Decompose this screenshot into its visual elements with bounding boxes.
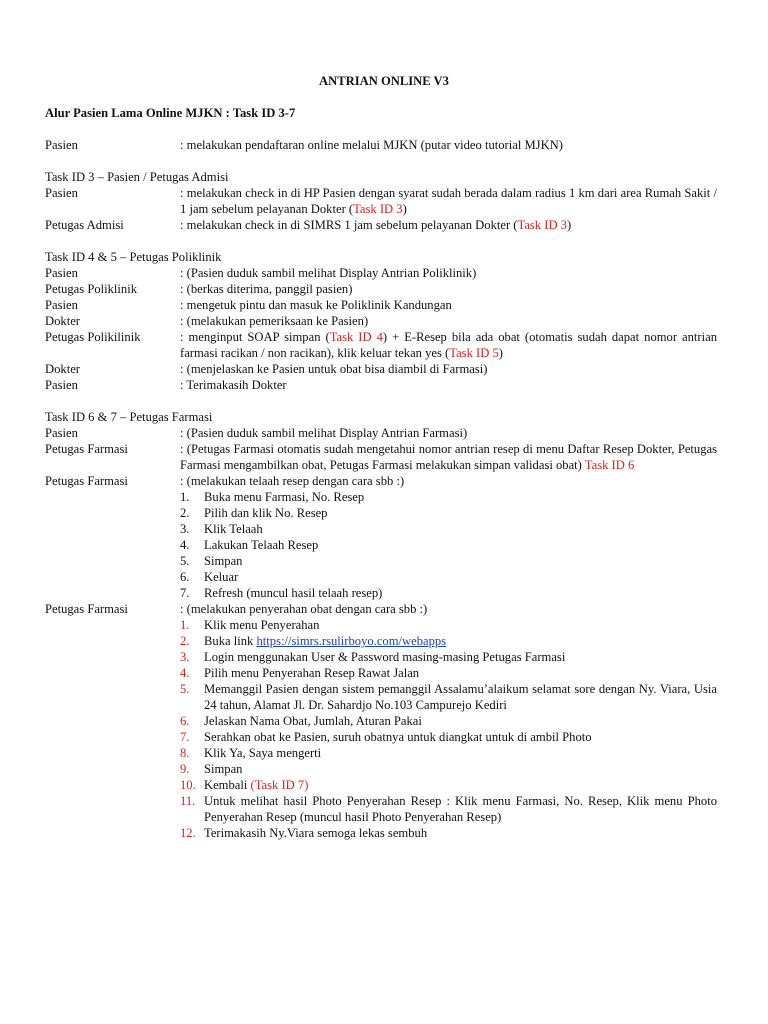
- row-label: Petugas Farmasi: [45, 442, 128, 456]
- list-item-number: 8.: [180, 746, 190, 760]
- row-label: Petugas Farmasi: [45, 474, 128, 488]
- row-label: Pasien: [45, 186, 78, 200]
- list-item-number: 12.: [180, 826, 196, 840]
- list-item-text: [204, 633, 717, 649]
- list-item: [180, 745, 717, 761]
- list-item-text: [204, 761, 717, 777]
- list-item: [180, 553, 717, 569]
- penyerahan-steps-list: [180, 617, 717, 841]
- row-label: Dokter: [45, 314, 80, 328]
- list-item-text: [204, 665, 717, 681]
- list-item-label: Pilih menu Penyerahan Resep Rawat Jalan: [204, 666, 420, 680]
- row: [45, 185, 717, 217]
- list-item-label: Login menggunakan User & Password masing-masing Petugas Farmasi: [204, 650, 566, 664]
- list-item-number: 2.: [180, 506, 190, 520]
- row-value: : melakukan pendaftaran online melalui MJKN (putar video tutorial MJKN): [180, 138, 563, 152]
- list-item-number: 5.: [180, 682, 190, 696]
- row-value: : (menjelaskan ke Pasien untuk obat bisa diambil di Farmasi): [180, 362, 488, 376]
- row-label: Petugas Admisi: [45, 218, 124, 232]
- list-item: [180, 729, 717, 745]
- list-item-label: Klik Telaah: [204, 522, 263, 536]
- row-text-end: ): [402, 202, 407, 216]
- intro-row: [45, 137, 717, 153]
- row-text-end: ): [498, 346, 503, 360]
- section-heading: Task ID 3 – Pasien / Petugas Admisi: [45, 170, 229, 184]
- row: [45, 441, 717, 473]
- page-title: ANTRIAN ONLINE V3: [319, 74, 449, 88]
- row-text: : (melakukan penyerahan obat dengan cara sbb :): [180, 602, 428, 616]
- row-text: ) + E-Resep bila ada obat (otomatis sudah dapat nomor antrian farmasi racikan / non racikan), klik keluar tekan yes (: [180, 330, 718, 360]
- row-value: [180, 473, 717, 601]
- row-value: : mengetuk pintu dan masuk ke Poliklinik Kandungan: [180, 298, 452, 312]
- list-item-text: [204, 505, 717, 521]
- list-item: [180, 537, 717, 553]
- row-text: : melakukan check in di HP Pasien dengan syarat sudah berada dalam radius 1 km dari area Rumah Sakit / 1 jam sebelum pelayanan Dokter (: [180, 186, 717, 216]
- row: [45, 329, 717, 361]
- row-label: Pasien: [45, 378, 78, 392]
- list-item-label: Simpan: [204, 554, 243, 568]
- list-item-label: Buka link: [204, 634, 257, 648]
- row: [45, 361, 717, 377]
- row: [45, 313, 717, 329]
- list-item-number: 3.: [180, 522, 190, 536]
- row-label: Pasien: [45, 298, 78, 312]
- list-item-text: [204, 585, 717, 601]
- list-item-number: 4.: [180, 666, 190, 680]
- list-item-label: Simpan: [204, 762, 243, 776]
- list-item: [180, 633, 717, 649]
- list-item-text: [204, 729, 717, 745]
- list-item: [180, 793, 717, 825]
- list-item-text: [204, 489, 717, 505]
- row: [45, 265, 717, 281]
- list-item-text: [204, 569, 717, 585]
- row-label: Petugas Poliklinik: [45, 282, 138, 296]
- list-item-number: 1.: [180, 618, 190, 632]
- section-heading: Task ID 4 & 5 – Petugas Poliklinik: [45, 250, 222, 264]
- list-item: [180, 569, 717, 585]
- list-item: [180, 665, 717, 681]
- list-item-text: [204, 793, 717, 825]
- list-item: [180, 649, 717, 665]
- list-item: [180, 521, 717, 537]
- list-item-number: 3.: [180, 650, 190, 664]
- list-item-text: [204, 825, 717, 841]
- row-value: [180, 217, 717, 233]
- row-text-end: ): [566, 218, 572, 232]
- row: [45, 425, 717, 441]
- list-item: [180, 585, 717, 601]
- document-body: [45, 137, 717, 841]
- telaah-steps-list: [180, 489, 717, 601]
- section-heading: Task ID 6 & 7 – Petugas Farmasi: [45, 410, 213, 424]
- row-value: : Terimakasih Dokter: [180, 378, 287, 392]
- task-id-tag: Task ID 5: [449, 346, 499, 360]
- list-item: [180, 761, 717, 777]
- row: [45, 473, 717, 601]
- list-item-text: [204, 745, 717, 761]
- row: [45, 217, 717, 233]
- list-item: [180, 617, 717, 633]
- task-id-tag: Task ID 4: [329, 330, 383, 344]
- list-item: [180, 777, 717, 793]
- list-item-label: Pilih dan klik No. Resep: [204, 506, 328, 520]
- row-value: [180, 185, 717, 217]
- row: [45, 377, 717, 393]
- list-item-label: Buka menu Farmasi, No. Resep: [204, 490, 365, 504]
- row-label: Pasien: [45, 426, 78, 440]
- row-value: : (Pasien duduk sambil melihat Display Antrian Farmasi): [180, 426, 468, 440]
- list-item-number: 7.: [180, 730, 190, 744]
- row-value: : (berkas diterima, panggil pasien): [180, 282, 353, 296]
- list-item-label: Terimakasih Ny.Viara semoga lekas sembuh: [204, 826, 428, 840]
- task-id-tag: (Task ID 7): [250, 778, 309, 792]
- section-task-6-7: [45, 409, 717, 841]
- list-item-number: 2.: [180, 634, 190, 648]
- list-item-text: [204, 521, 717, 537]
- list-item-label: Keluar: [204, 570, 239, 584]
- list-item-number: 5.: [180, 554, 190, 568]
- list-item-label: Kembali: [204, 778, 251, 792]
- webapps-link[interactable]: https://simrs.rsulirboyo.com/webapps: [256, 634, 447, 648]
- list-item-text: [204, 649, 717, 665]
- list-item: [180, 825, 717, 841]
- list-item-text: [204, 617, 717, 633]
- section-task-4-5: [45, 249, 717, 393]
- task-id-tag: Task ID 3: [517, 218, 567, 232]
- list-item: [180, 713, 717, 729]
- row-label: Pasien: [45, 266, 78, 280]
- list-item-text: [204, 713, 717, 729]
- list-item-number: 9.: [180, 762, 190, 776]
- list-item-text: [204, 777, 717, 793]
- row-label: Petugas Polikilinik: [45, 330, 141, 344]
- row-label: Petugas Farmasi: [45, 602, 128, 616]
- list-item-number: 6.: [180, 714, 190, 728]
- list-item-label: Untuk melihat hasil Photo Penyerahan Resep : Klik menu Farmasi, No. Resep, Klik menu Photo Penyerahan Resep (muncul hasil Photo Penyerahan Resep): [204, 794, 717, 824]
- page-subtitle: Alur Pasien Lama Online MJKN : Task ID 3-7: [45, 106, 296, 120]
- row: [45, 601, 717, 841]
- row-value: [180, 441, 717, 473]
- list-item-label: Serahkan obat ke Pasien, suruh obatnya untuk diangkat untuk di ambil Photo: [204, 730, 592, 744]
- list-item-number: 1.: [180, 490, 190, 504]
- row: [45, 297, 717, 313]
- row: [45, 281, 717, 297]
- list-item-number: 7.: [180, 586, 190, 600]
- list-item-number: 11.: [180, 794, 196, 808]
- list-item-text: [204, 537, 717, 553]
- list-item-number: 4.: [180, 538, 190, 552]
- task-id-tag: Task ID 6: [584, 458, 635, 472]
- list-item-label: Memanggil Pasien dengan sistem pemanggil Assalamu’alaikum selamat sore dengan Ny. Viara, Usia 24 tahun, Alamat Jl. Dr. Sahardjo No.103 Campurejo Kediri: [204, 682, 717, 712]
- row-text: : (Petugas Farmasi otomatis sudah mengetahui nomor antrian resep di menu Daftar Resep Dokter, Petugas Farmasi mengambilkan obat, Petugas Farmasi melakukan simpan validasi obat): [180, 442, 717, 472]
- list-item: [180, 505, 717, 521]
- list-item-number: 6.: [180, 570, 190, 584]
- row-text: : melakukan check in di SIMRS 1 jam sebelum pelayanan Dokter (: [180, 218, 518, 232]
- list-item-text: [204, 553, 717, 569]
- list-item: [180, 489, 717, 505]
- row-label: Pasien: [45, 138, 78, 152]
- list-item-label: Jelaskan Nama Obat, Jumlah, Aturan Pakai: [204, 714, 422, 728]
- row-value: [180, 601, 717, 841]
- row-text: : (melakukan telaah resep dengan cara sbb :): [180, 474, 405, 488]
- list-item: [180, 681, 717, 713]
- list-item-label: Klik Ya, Saya mengerti: [204, 746, 322, 760]
- row-value: : (Pasien duduk sambil melihat Display Antrian Poliklinik): [180, 266, 477, 280]
- list-item-number: 10.: [180, 778, 196, 792]
- row-label: Dokter: [45, 362, 80, 376]
- list-item-label: Lakukan Telaah Resep: [204, 538, 319, 552]
- list-item-label: Klik menu Penyerahan: [204, 618, 320, 632]
- row-text: : menginput SOAP simpan (: [180, 330, 330, 344]
- row-value: [180, 329, 717, 361]
- row-value: : (melakukan pemeriksaan ke Pasien): [180, 314, 369, 328]
- section-task-3: [45, 169, 717, 233]
- task-id-tag: Task ID 3: [353, 202, 403, 216]
- list-item-label: Refresh (muncul hasil telaah resep): [204, 586, 383, 600]
- list-item-text: [204, 681, 717, 713]
